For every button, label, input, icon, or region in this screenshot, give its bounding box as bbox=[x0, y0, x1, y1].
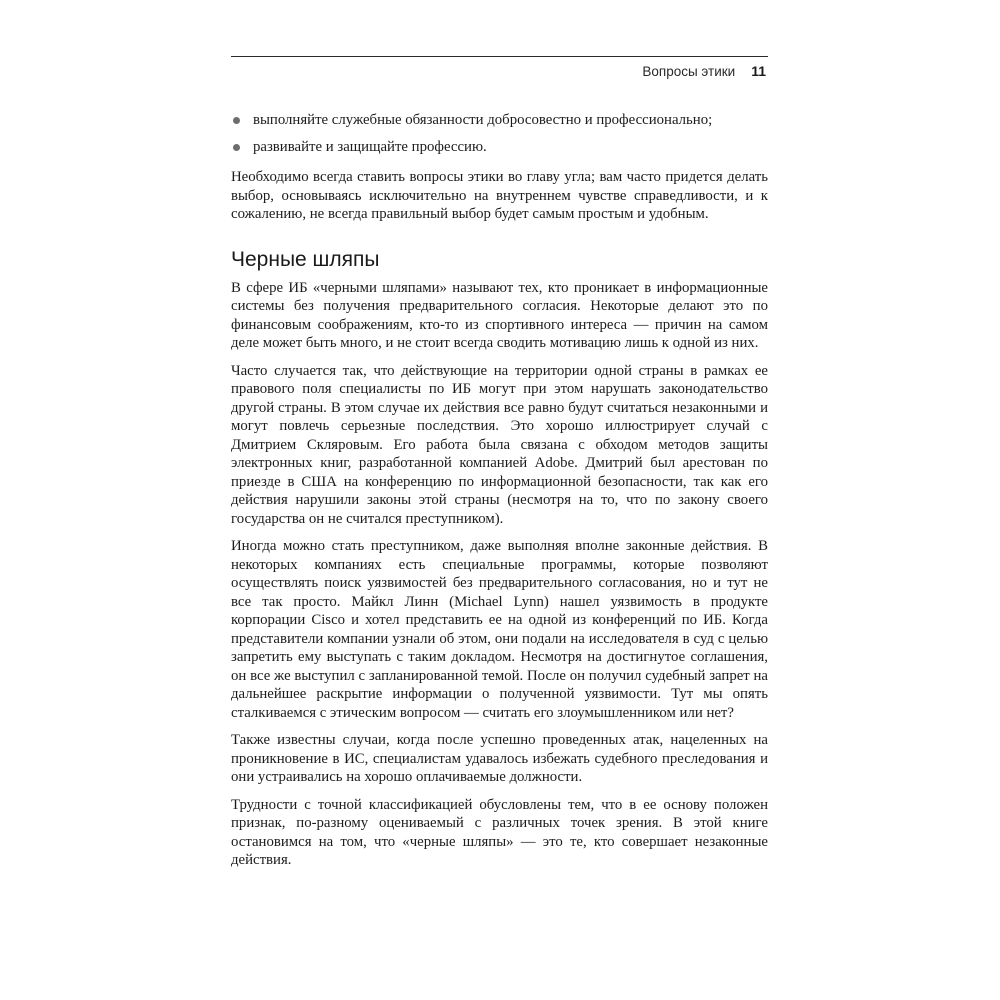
bullet-icon bbox=[233, 117, 240, 124]
bullet-icon bbox=[233, 144, 240, 151]
paragraph: Иногда можно стать преступником, даже выполняя вполне законные действия. В некоторых компаниях есть специальные программы, которые позволяют осуществлять поиск уязвимостей без предварительного согласования, но и тут не все так просто. Майкл Линн (Michael Lynn) нашел уязвимость в продукте корпорации Cisco и хотел представить ее на одной из конференций по ИБ. Когда представители компании узнали об этом, они подали на исследователя в суд с целью запретить ему выступать с таким докладом. Несмотря на достигнутое соглашения, он все же выступил с запланированной темой. После он получил судебный запрет на дальнейшее раскрытие информации о полученной уязвимости. Тут мы опять сталкиваемся с этическим вопросом — считать его злоумышленником или нет? bbox=[231, 538, 768, 721]
bullet-list bbox=[231, 111, 768, 156]
header-rule bbox=[231, 56, 768, 57]
paragraph: Часто случается так, что действующие на территории одной страны в рамках ее правового поля специалисты по ИБ могут при этом нарушать законодательство другой страны. В этом случае их действия все равно будут считаться незаконными и могут повлечь серьезные последствия. Это хорошо иллюстрирует случай с Дмитрием Скляровым. Его работа была связана с обходом методов защиты электронных книг, разработанной компанией Adobe. Дмитрий был арестован по приезде в США на конференцию по информационной безопасности, так как его действия нарушили законы этой страны (несмотря на то, что по закону своего государства он не считался преступником). bbox=[231, 362, 768, 527]
paragraph: В сфере ИБ «черными шляпами» называют тех, кто проникает в информационные системы без получения предварительного согласия. Некоторые делают это по финансовым соображениям, кто-то из спортивного интереса — причин на самом деле может быть много, и не стоит всегда сводить мотивацию лишь к одной из них. bbox=[231, 279, 768, 351]
list-item-text: развивайте и защищайте профессию. bbox=[253, 138, 487, 155]
intro-paragraph: Необходимо всегда ставить вопросы этики во главу угла; вам часто придется делать выбор, основываясь исключительно на внутреннем чувстве справедливости, и к сожалению, не всегда правильный выбор будет самым простым и удобным. bbox=[231, 169, 768, 222]
book-page bbox=[231, 56, 768, 870]
page-number: 11 bbox=[751, 63, 766, 79]
paragraph: Трудности с точной классификацией обусловлены тем, что в ее основу положен признак, по-разному оцениваемый с различных точек зрения. В этой книге остановимся на том, что «черные шляпы» — это те, кто совершает незаконные действия. bbox=[231, 796, 768, 868]
section-body bbox=[231, 279, 768, 870]
running-title: Вопросы этики bbox=[642, 64, 736, 79]
list-item-text: выполняйте служебные обязанности добросовестно и профессионально; bbox=[253, 112, 713, 128]
running-header bbox=[231, 63, 768, 85]
list-item bbox=[231, 138, 768, 157]
section-heading: Черные шляпы bbox=[231, 247, 380, 271]
paragraph: Также известны случаи, когда после успешно проведенных атак, нацеленных на проникновение в ИС, специалистам удавалось избежать судебного преследования и они устраивались на хорошо оплачиваемые должности. bbox=[231, 732, 768, 785]
list-item bbox=[231, 111, 768, 130]
